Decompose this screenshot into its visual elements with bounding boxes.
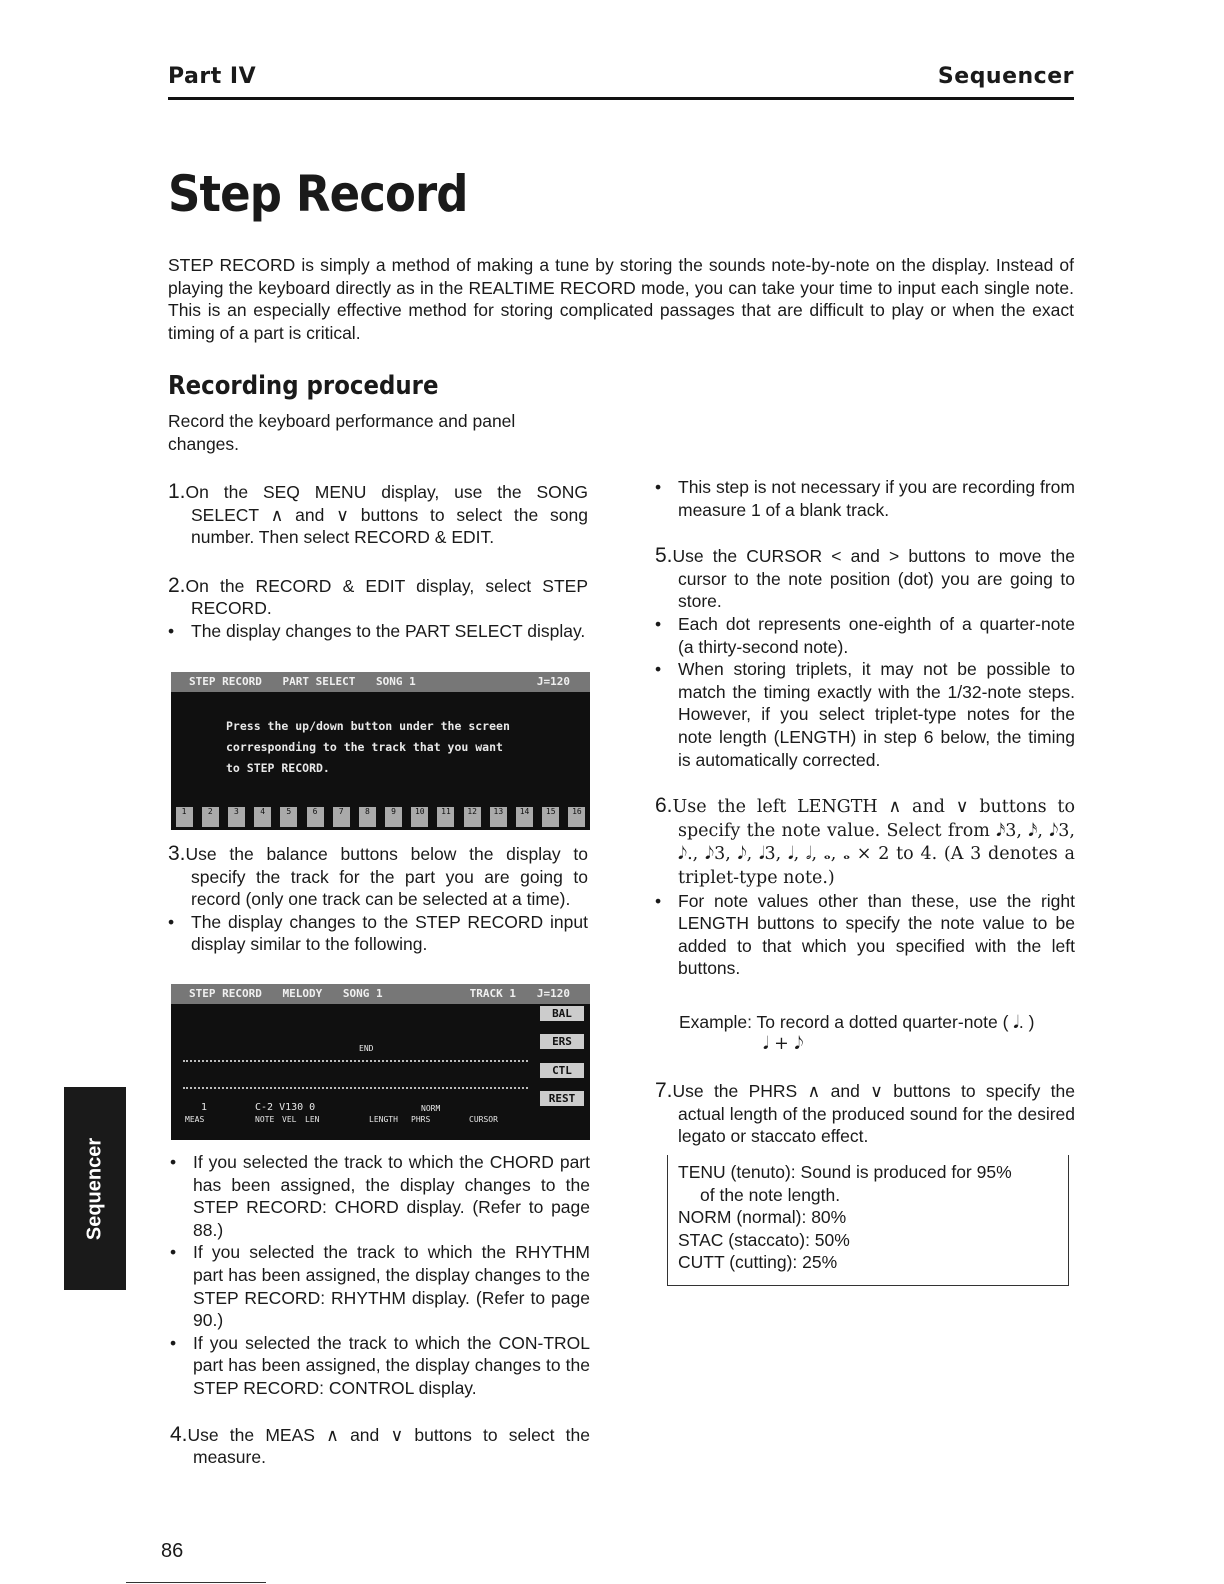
header-rule [168, 97, 1074, 100]
box-line-stac: STAC (staccato): 50% [678, 1229, 850, 1250]
box-line-norm: NORM (normal): 80% [678, 1207, 847, 1228]
left-column-2 [168, 843, 588, 956]
step-3-text: Use the balance buttons below the display to specify the track for the part you are going to record (only one track can be selected at a time). [185, 844, 588, 910]
bullet-rhythm: • If you selected the track to which the RHYTHM part has been assigned, the display changes to the STEP RECORD: RHYTHM display. (Refer to page 90.) [170, 1241, 590, 1331]
rest-button[interactable]: REST [540, 1091, 584, 1106]
box-line-cutt: CUTT (cutting): 25% [678, 1252, 838, 1273]
bullet-right-length: • For note values other than these, use the right LENGTH buttons to specify the note value to be added to that which you specified with the left buttons. [655, 890, 1075, 980]
step-1-number: 1. [168, 480, 186, 503]
step-7 [655, 1080, 1075, 1148]
track-button[interactable]: 7 [333, 807, 350, 827]
step-4 [170, 1424, 590, 1469]
example-text: Example: To record a dotted quarter-note ( 𝅘𝅥. ) [679, 1011, 1035, 1032]
side-tab-label: Sequencer [83, 1137, 106, 1240]
step-5 [655, 545, 1075, 613]
track-button[interactable]: 6 [307, 807, 324, 827]
ctl-button[interactable]: CTL [540, 1063, 584, 1078]
screen-1-message [226, 716, 510, 779]
step-dots-row [183, 1087, 528, 1091]
header-part: Part IV [168, 64, 257, 89]
track-buttons [171, 804, 590, 830]
screen-2-song: SONG 1 [342, 987, 383, 1000]
side-tab [64, 1087, 126, 1290]
track-button[interactable]: 9 [385, 807, 402, 827]
step-4-text: Use the MEAS ∧ and ∨ buttons to select the measure. [187, 1424, 590, 1468]
page-title: Step Record [168, 165, 468, 223]
ers-button[interactable]: ERS [540, 1034, 584, 1049]
right-column [655, 476, 1075, 1148]
track-button[interactable]: 10 [411, 807, 428, 827]
left-column-3 [170, 1151, 590, 1469]
screen-1-mode: STEP RECORD [189, 675, 262, 688]
step-2 [168, 575, 588, 620]
label-len: LEN [305, 1115, 320, 1124]
step-5-number: 5. [655, 544, 673, 568]
track-button[interactable]: 15 [542, 807, 559, 827]
bullet-chord: • If you selected the track to which the CHORD part has been assigned, the display changes to the STEP RECORD: CHORD display. (Refer to page 88.) [170, 1151, 590, 1241]
section-intro: Record the keyboard performance and panel changes. [168, 411, 516, 454]
step-3 [168, 843, 588, 911]
step-1-text: On the SEQ MENU display, use the SONG SELECT ∧ and ∨ buttons to select the song number. Then select RECORD & EDIT. [185, 482, 588, 548]
screen-1-titlebar [171, 672, 590, 692]
phrase-length-box [667, 1155, 1069, 1286]
label-cursor: CURSOR [469, 1115, 498, 1124]
measure-number: 1 [201, 1102, 208, 1113]
bullet-blank-track: • This step is not necessary if you are recording from measure 1 of a blank track. [655, 476, 1075, 521]
track-button[interactable]: 14 [516, 807, 533, 827]
track-button[interactable]: 12 [464, 807, 481, 827]
track-button[interactable]: 4 [254, 807, 271, 827]
step-3-number: 3. [168, 842, 186, 865]
left-column [168, 481, 588, 643]
track-button[interactable]: 1 [176, 807, 193, 827]
step-1 [168, 481, 588, 549]
step-7-text: Use the PHRS ∧ and ∨ buttons to specify the actual length of the produced sound for the desired legato or staccato effect. [672, 1081, 1075, 1147]
step-6-number: 6. [655, 794, 673, 818]
part-select-screen [171, 672, 590, 830]
page-number-rule [126, 1582, 266, 1583]
screen-2-mode: STEP RECORD [189, 987, 262, 1000]
note-values: C-2 V130 0 [255, 1102, 316, 1113]
end-marker: END [359, 1044, 374, 1053]
track-button[interactable]: 8 [359, 807, 376, 827]
bullet-control: • If you selected the track to which the CON-TROL part has been assigned, the display changes to the STEP RECORD: CONTROL display. [170, 1332, 590, 1400]
track-button[interactable]: 2 [202, 807, 219, 827]
header-section: Sequencer [937, 64, 1074, 89]
step-4-number: 4. [170, 1422, 188, 1446]
step-dots-row [183, 1060, 528, 1064]
step-2-number: 2. [168, 573, 186, 597]
bullet-dot: • Each dot represents one-eighth of a quarter-note (a thirty-second note). [655, 613, 1075, 658]
bal-button[interactable]: BAL [540, 1006, 584, 1021]
label-note: NOTE [255, 1115, 275, 1124]
track-button[interactable]: 11 [437, 807, 454, 827]
track-button[interactable]: 13 [490, 807, 507, 827]
screen-1-sub: PART SELECT [282, 675, 356, 688]
label-phrs: PHRS [411, 1115, 431, 1124]
track-button[interactable]: 5 [280, 807, 297, 827]
step-5-text: Use the CURSOR < and > buttons to move the cursor to the note position (dot) you are going to store. [672, 546, 1075, 612]
label-vel: VEL [282, 1115, 297, 1124]
phrase-value: NORM [421, 1104, 441, 1113]
screen-2-tempo: J=120 [536, 987, 570, 1000]
example-formula: 𝅘𝅥 + 𝅘𝅥𝅮 [763, 1034, 804, 1055]
step-record-screen [171, 984, 590, 1140]
section-title: Recording procedure [168, 371, 439, 401]
screen-2-track: TRACK 1 [469, 987, 516, 1000]
intro-paragraph: STEP RECORD is simply a method of making a tune by storing the sounds note-by-note on the display. Instead of playing the keyboard directly as in the REALTIME RECORD mode, you can take your time to input each single note. This is an especially effective method for storing complicated passages that are difficult to play or when the exact timing of a part is critical. [168, 255, 1074, 343]
box-line-tenu-cont: of the note length. [700, 1184, 841, 1205]
step-2-text: On the RECORD & EDIT display, select STEP RECORD. [185, 575, 588, 619]
bullet-step-record-display: • The display changes to the STEP RECORD input display similar to the following. [168, 911, 588, 956]
screen-2-titlebar [171, 984, 590, 1004]
screen-1-line: corresponding to the track that you want [226, 740, 503, 754]
step-6-text: Use the left LENGTH ∧ and ∨ buttons to specify the note value. Select from 𝅘𝅥𝅯3, 𝅘𝅥𝅯, 𝅘𝅥𝅮3, 𝅘𝅥𝅮., 𝅘𝅥𝅮3, 𝅘𝅥𝅮, 𝅘𝅥3, 𝅘𝅥, 𝅗𝅥, 𝅝, 𝅝 × 2 to 4. (A 3 denotes a triplet-type note.) [672, 797, 1075, 888]
label-length: LENGTH [369, 1115, 398, 1124]
screen-1-song: SONG 1 [375, 675, 416, 688]
track-button[interactable]: 3 [228, 807, 245, 827]
bullet-part-select: • The display changes to the PART SELECT display. [168, 620, 588, 643]
screen-1-line: Press the up/down button under the screen [226, 719, 510, 733]
track-button[interactable]: 16 [568, 807, 585, 827]
screen-2-part: MELODY [282, 987, 323, 1000]
bullet-triplets: • When storing triplets, it may not be possible to match the timing exactly with the 1/32-note steps. However, if you select triplet-type notes for the note length (LENGTH) in step 6 below, the timing is automatically corrected. [655, 658, 1075, 771]
label-meas: MEAS [185, 1115, 205, 1124]
page-number: 86 [161, 1540, 184, 1562]
screen-1-line: to STEP RECORD. [226, 761, 330, 775]
box-line-tenu: TENU (tenuto): Sound is produced for 95% [678, 1162, 1012, 1182]
step-7-number: 7. [655, 1079, 673, 1103]
screen-1-tempo: J=120 [536, 675, 570, 688]
step-6 [655, 795, 1075, 889]
